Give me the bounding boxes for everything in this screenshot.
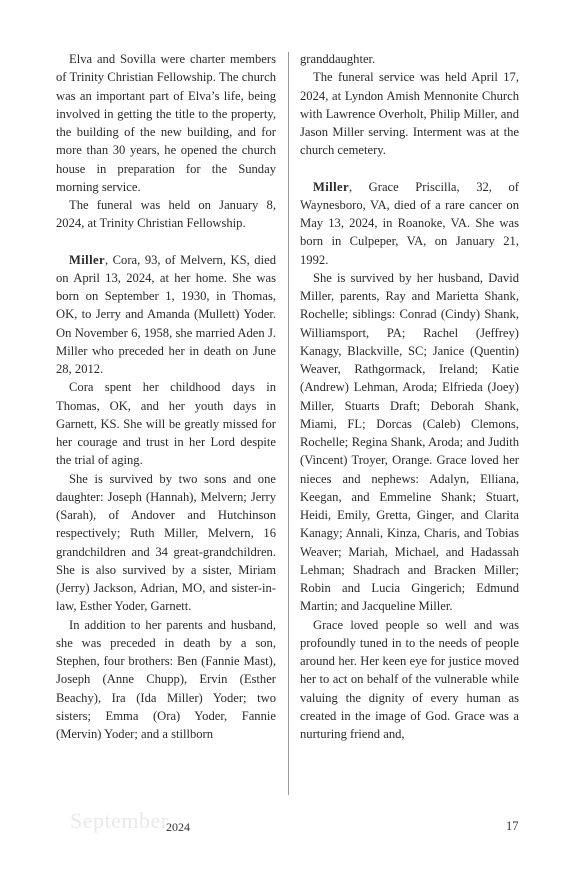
paragraph: She is survived by her husband, David Miller, parents, Ray and Marietta Shank, Rochelle; siblings: Conrad (Cindy) Shank, Williamsport, PA; Rachel (Jeffrey) Kanagy, Blackville, SC; Janice (Quentin) Weaver, Rathgormack, Ireland; Katie (Andrew) Lehman, Aroda; Elfrieda (Joey) Miller, Stuarts Draft; Deborah Shank, Miami, FL; Dorcas (Caleb) Clemons, Rochelle; Regina Shank, Aroda; and Judith (Vincent) Troyer, Orange. Grace loved her nieces and nephews: Adalyn, Elliana, Keegan, and Emmeline Shank; Stuart, Heidi, Emily, Gretta, Ginger, and Clarita Kanagy; Annali, Kinza, Charis, and Tobias Weaver; Mariah, Michael, and Hadassah Lehman; Shadrach and Bracken Miller; Robin and Lucia Gingerich; Edmund Martin; and Jacqueline Miller. xyxy=(300,270,519,614)
footer-month: September xyxy=(70,808,169,833)
entry-text: , Grace Priscilla, 32, of Waynesboro, VA, died of a rare cancer on May 13, 2024, in Roanoke, VA. She was born in Culpeper, VA, on January 21, 1992. xyxy=(300,179,519,267)
entry-text: , Cora, 93, of Melvern, KS, died on April 13, 2024, at her home. She was born on September 1, 1930, in Thomas, OK, to Jerry and Amanda (Mullett) Yoder. On November 6, 1958, she married Aden J. Miller who preceded her in death on June 28, 2012. xyxy=(56,252,276,376)
paragraph: Elva and Sovilla were charter members of Trinity Christian Fellowship. The church was an important part of Elva’s life, being involved in getting the title to the property, the building of the new building, and for more than 30 years, he opened the church house in preparation for the Sunday morning service. xyxy=(56,52,276,194)
page-number: 17 xyxy=(506,819,519,833)
paragraph: She is survived by two sons and one daughter: Joseph (Hannah), Melvern; Jerry (Sarah), of Andover and Hutchinson respectively; Ruth Miller, Melvern, 16 grandchildren and 34 great-grandchildren. She is also survived by a sister, Miriam (Jerry) Jackson, Adrian, MO, and sister-in-law, Esther Yoder, Garnett. xyxy=(56,471,276,614)
entry-surname: Miller xyxy=(69,252,105,267)
paragraph-continuation: granddaughter. xyxy=(300,52,376,66)
right-column xyxy=(300,50,519,743)
entry-surname: Miller xyxy=(313,179,349,194)
paragraph: Cora spent her childhood days in Thomas, OK, and her youth days in Garnett, KS. She will be greatly missed for her courage and trust in her Lord despite the trial of aging. xyxy=(56,380,276,468)
paragraph: The funeral was held on January 8, 2024, at Trinity Christian Fellowship. xyxy=(56,198,276,231)
paragraph: In addition to her parents and husband, she was preceded in death by a son, Stephen, four brothers: Ben (Fannie Mast), Joseph (Anne Chupp), Ervin (Esther Beachy), Ira (Ida Miller) Yoder; two sisters; Emma (Ora) Yoder, Fannie (Mervin) Yoder; and a stillborn xyxy=(56,617,276,741)
column-divider xyxy=(288,52,289,795)
paragraph: The funeral service was held April 17, 2024, at Lyndon Amish Mennonite Church with Lawrence Overholt, Philip Miller, and Jason Miller serving. Interment was at the church cemetery. xyxy=(300,70,519,158)
entry-spacer xyxy=(56,233,276,251)
obituary-entry-cora xyxy=(56,251,276,379)
obituary-entry-grace xyxy=(300,178,519,269)
footer-year: 2024 xyxy=(166,820,190,834)
paragraph: Grace loved people so well and was profoundly tuned in to the needs of people around her. Her keen eye for justice moved her to act on behalf of the vulnerable while valuing the dignity of every human as created in the image of God. Grace was a nurturing friend and, xyxy=(300,617,519,741)
left-column xyxy=(56,50,276,743)
entry-spacer xyxy=(300,160,519,178)
